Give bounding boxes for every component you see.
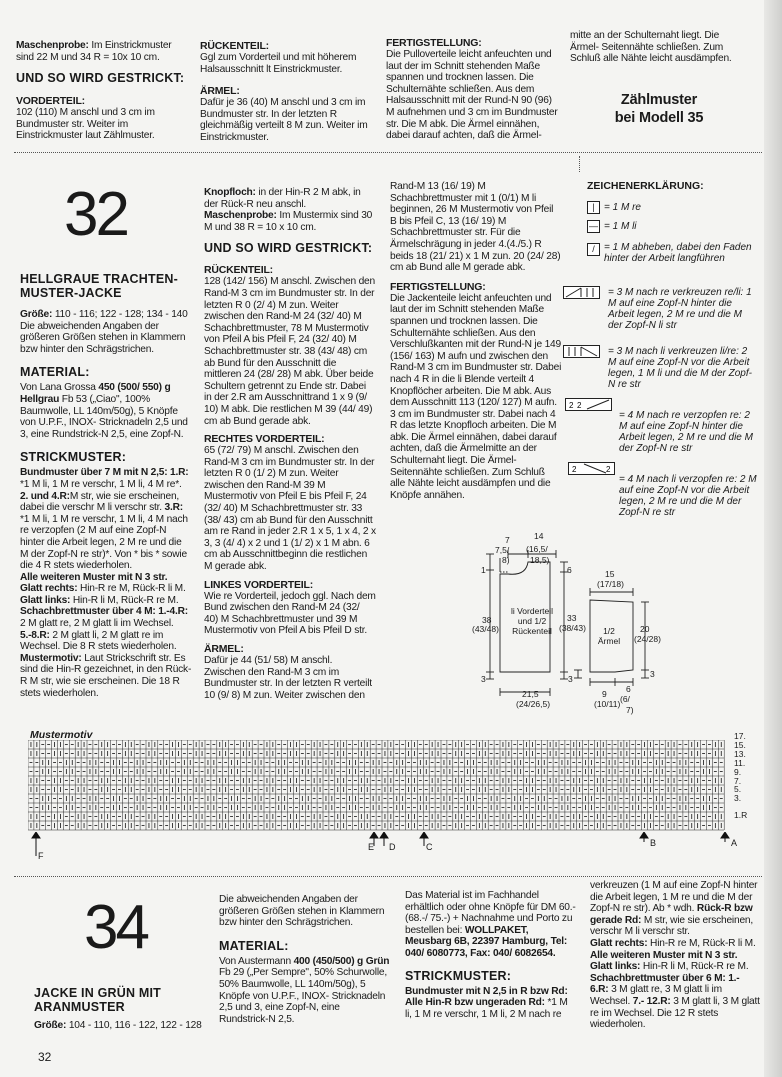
arrow-f: F	[38, 851, 44, 861]
arrow-a: A	[731, 838, 738, 848]
legend-cross-left: = 3 M nach li verkreuzen li/re: 2 M auf eine Zopf-N vor die Arbeit legen, 1 M li und die M der Zopf-N re str	[608, 346, 752, 390]
symbol-slip: /	[587, 243, 600, 256]
top-col-4-text: mitte an der Schulternaht liegt. Die Ärmel- Seitennähte schließen. Zum Schluß alle Nähte leicht ausdämpfen.	[570, 30, 732, 65]
legend-heading: ZEICHENERKLÄRUNG:	[587, 180, 704, 192]
m32-title-1: HELLGRAUE TRACHTEN-	[20, 272, 178, 286]
groesse-values: 110 - 116; 122 - 128; 134 - 140	[52, 309, 188, 320]
top-col-1	[16, 40, 188, 142]
top-col-2	[200, 40, 372, 144]
dim-1011: (10/11)	[594, 699, 621, 709]
knitting-chart-grid	[28, 740, 725, 831]
glatt-links-text: Hin-R li M, Rück-R re M.	[70, 594, 179, 606]
m34-groesse-text: Die abweichenden Angaben der größeren Größen stehen in Klammern bzw hinter den Schrägstrichen.	[219, 894, 385, 929]
dim-1718: (17/18)	[597, 579, 624, 589]
m34-col-3	[405, 890, 577, 1020]
zaehlmuster-line-1: Zählmuster	[620, 91, 698, 108]
m32-und-so-heading: UND SO WIRD GESTRICKT:	[204, 241, 373, 256]
m34-title-2: ARANMUSTER	[34, 1000, 125, 1014]
material-heading: MATERIAL:	[20, 365, 90, 380]
fertigstellung-text: Die Pulloverteile leicht anfeuchten und laut der im Schnitt stehenden Maße spannen und trocknen lassen. Die Schulternähte schließen. Aus dem Halsausschnitt mit der Rund-N 90 (96) M aufnehmen und 3 cm im Bundmuster str. Die M abk. Die Ärmel einnähen, dabei darauf achten, daß die Ärmel-	[386, 49, 558, 142]
svg-text:2: 2	[569, 401, 574, 410]
aermel-heading: ÄRMEL:	[200, 85, 240, 98]
label-aermel: 1/2 Ärmel	[597, 626, 621, 646]
m32-maschenprobe-label: Maschenprobe:	[204, 210, 277, 222]
m34-c4-text-2: M str, wie sie erscheinen, verschr M li verschr str.	[590, 914, 754, 938]
knitting-chart	[28, 740, 725, 836]
m32-rueckenteil-heading: RÜCKENTEIL:	[204, 264, 273, 277]
model-number-32: 32	[64, 180, 127, 249]
zaehlmuster-line-2: bei Modell 35	[614, 109, 704, 126]
m32-rueckenteil-text: 128 (142/ 156) M anschl. Zwischen den Rand-M 3 cm im Bundmuster str. In der letzten R 0 (2/ 4) M zun. Weiter zwischen den Rand-M 24 (32/ 40) M Schachbrettmuster, 78 M Mustermotiv von Pfeil A bis Pfeil F, 24 (32/ 40) M Schachbrettmuster str. 38 (43/ 48) cm ab Bund für den Ausschnitt die mittleren 24 (28/ 28) M abk. Über beide Schultern getrennt zu Ende str. Dabei in der 2.R am Ausschnittrand 1 x 9 (9/ 10) M abk. Die restlichen M 39 (44/ 49) cm ab Bund gerade abk.	[204, 276, 375, 427]
m34-alle-weiteren: Alle weiteren Muster mit N 3 str.	[590, 949, 738, 961]
divider-vertical	[579, 156, 581, 172]
glatt-rechts-text: Hin-R re M, Rück-R li M.	[77, 583, 186, 595]
m32-fertig-heading: FERTIGSTELLUNG:	[390, 280, 486, 293]
dim-14: 14	[534, 531, 544, 541]
label-vorderteil: li Vorderteil und 1/2 Rückenteil	[510, 606, 554, 636]
m32-aermel-cont: Rand-M 13 (16/ 19) M Schachbrettmuster mit 1 (0/1) M li beginnen, 26 M Mustermotiv von Pfeil B bis Pfeil C, 13 (16/ 19) M Schachbrettmuster str. Für die Ärmelschrägung in jeder 4.(4./5.) R beids 18 (21/ 21) x 1 M zun. 20 (24/ 28) cm ab Bund alle M gerade abk.	[390, 181, 561, 274]
legend-purl: = 1 M li	[604, 221, 637, 232]
rechtes-vorderteil-heading: RECHTES VORDERTEIL:	[204, 433, 325, 446]
m34-groesse-label: Größe:	[34, 1020, 67, 1031]
alle-weiteren-muster: Alle weiteren Muster mit N 3 str.	[20, 571, 168, 583]
dim-7b: 7)	[626, 705, 634, 715]
bundmuster-label: Bundmuster über 7 M mit N 2,5: 1.R:	[20, 467, 189, 479]
m34-schach-label: Schachbrettmuster über 6 M: 1.- 6.R:	[590, 972, 740, 996]
symbol-cable-left-icon	[568, 462, 618, 478]
m34-order-address: WOLLPAKET, Meusbarg 6B, 22397 Hamburg, Tel: 040/ 6080773, Fax: 040/ 6082654.	[405, 924, 568, 959]
divider	[14, 152, 762, 153]
m32-col-3	[390, 181, 562, 501]
knopfloch-text: in der Hin-R 2 M abk, in der Rück-R neu anschl.	[204, 187, 361, 210]
m34-c4-text-1: verkreuzen (1 M auf eine Zopf-N hinter die Arbeit legen, 1 M re und die M der Zopf-N re str). Ab * wdh.	[590, 880, 758, 915]
schachbrett-label-2: 5.-8.R:	[20, 629, 50, 641]
dim-6b: 6	[626, 684, 631, 694]
vorderteil-text: 102 (110) M anschl und 3 cm im Bundmuster str. Weiter im Einstrickmuster laut Zählmuster.	[16, 107, 155, 142]
strickmuster-heading: STRICKMUSTER:	[20, 450, 127, 465]
m34-glatt-links-label: Glatt links:	[590, 961, 641, 973]
mustermotiv-text: Laut Strickschrift str. Es sind die Hin-R gezeichnet, in den Rück-R M str, wie sie erscheinen. Die 18 R stets wiederholen.	[20, 652, 192, 699]
dim-3b: 3	[568, 674, 573, 684]
m34-bund-label: Bundmuster mit N 2,5 in R bzw Rd: Alle Hin-R bzw ungeraden Rd:	[405, 985, 568, 1009]
m32-aermel-heading: ÄRMEL:	[204, 643, 244, 655]
dim-215: 21,5	[522, 689, 539, 699]
m34-groesse-values: 104 - 110, 116 - 122, 122 - 128	[66, 1020, 202, 1031]
groesse-text: Die abweichenden Angaben der größeren Größen stehen in Klammern bzw hinter den Schrägstrichen.	[20, 320, 186, 355]
row-label: 9.	[734, 766, 742, 777]
row-label: 1.R	[734, 810, 748, 821]
dim-2426: (24/26,5)	[516, 699, 551, 709]
chart-title: Mustermotiv	[30, 729, 93, 741]
dim-15: 15	[605, 569, 615, 579]
chart-arrows	[28, 832, 748, 864]
dim-3: 3	[481, 674, 486, 684]
rueckenteil-heading: RÜCKENTEIL:	[200, 40, 269, 52]
glatt-rechts-label: Glatt rechts:	[20, 583, 78, 595]
top-col-4	[570, 30, 748, 127]
dim-67: (6/	[620, 694, 630, 704]
m32-aermel-text: Dafür je 44 (51/ 58) M anschl. Zwischen den Rand-M 3 cm im Bundmuster str. In der letzten R verteilt 10 (9/ 8) M zun. Weiter zwischen den	[204, 655, 372, 701]
top-col-3	[386, 37, 558, 142]
dim-185: 18,5)	[530, 555, 550, 565]
bundmuster-label-2: 2. und 4.R:	[20, 490, 70, 502]
m34-schach-text-2: 3 M glatt li, 3 M glatt re im Wechsel. Die 12 R stets wiederholen.	[590, 995, 760, 1031]
symbol-cross-left-icon	[563, 345, 603, 359]
bundmuster-row3: *1 M li, 1 M re verschr, 1 M li, 4 M nach re verzopfen (2 M auf eine Zopf-N hinter die Arbeit legen, 2 M re und die M der Zopf-N re str)*. Von * bis * sowie die 4 R stets wiederholen.	[20, 513, 188, 572]
dim-3c: 3	[650, 669, 655, 679]
dim-8: 8)	[502, 555, 510, 565]
m34-col-4	[590, 880, 760, 1031]
dim-3843: (38/43)	[559, 623, 586, 633]
bundmuster-row2: M str, wie sie erscheinen, dabei die verschr M li verschr str.	[20, 490, 180, 514]
m34-col-1	[34, 986, 214, 1032]
legend-knit: = 1 M re	[604, 202, 641, 213]
schachbrett-text-2: 2 M glatt li, 2 M glatt re im Wechsel. Die 8 R stets wiederholen.	[20, 629, 177, 653]
row-label: 15.	[734, 739, 746, 750]
bundmuster-row1: *1 M li, 1 M re verschr, 1 M li, 4 M re*.	[20, 478, 182, 490]
dim-2428: (24/28)	[634, 634, 661, 644]
dim-38: 38	[482, 615, 492, 625]
arrow-d: D	[389, 842, 396, 852]
page-gutter-shadow	[764, 0, 782, 1077]
legend-slip: = 1 M abheben, dabei den Faden hinter der Arbeit langführen	[604, 242, 752, 264]
m34-order-text: Das Material ist im Fachhandel erhältlich oder ohne Knöpfe für DM 60.- (68.-/ 75.-) + Nachnahme und Porto zu bestellen bei:	[405, 890, 576, 936]
glatt-links-label: Glatt links:	[20, 594, 71, 606]
row-label: 5.	[734, 784, 742, 795]
legend-cable-right: = 4 M nach re verzopfen re: 2 M auf eine Zopf-N hinter die Arbeit legen, 2 M re und die M der Zopf-N re str	[619, 410, 753, 454]
arrow-b: B	[650, 838, 657, 848]
m34-c4-label-1: Rück-R bzw gerade Rd:	[590, 903, 753, 926]
material-yarn: 450 (500/ 550) g Hellgrau	[20, 382, 171, 405]
bundmuster-label-3: 3.R:	[164, 502, 183, 514]
section-heading: UND SO WIRD GESTRICKT:	[16, 71, 185, 86]
dim-75: 7,5/	[495, 545, 510, 555]
m34-material-yarn: 400 (450/500) g Grün	[293, 955, 390, 967]
m34-schach-text: 3 M glatt re, 3 M glatt li im Wechsel.	[590, 984, 722, 1007]
symbol-knit: |	[587, 201, 600, 214]
m32-title-2: MUSTER-JACKE	[20, 286, 122, 300]
m32-fertig-text: Die Jackenteile leicht anfeuchten und laut der im Schnitt stehenden Maße spannen und trocknen lassen. Die Schulternähte schließen. Aus den Verschlußkanten mit der Rund-N je 149 (156/ 163) M aufn und zwischen den Rand-M 3 cm im Bundmuster str. Dabei nach 4 R in die li Blende verteilt 4 Knopflöcher arbeiten. Die M abk. Aus dem Ausschnitt 113 (120/ 127) M aufn. 3 cm im Bundmuster str. Dabei nach 4 R das letzte Knopfloch arbeiten. Die M abk. Die Ärmel einnähen, dabei darauf achten, daß die Ärmelmitte an der Schulternaht liegt. Die Ärmel- Seitennähte schließen. Zum Schluß alle Nähte leicht ausdämpfen und die Knöpfe annähen.	[390, 292, 562, 501]
dim-33: 33	[567, 613, 577, 623]
dim-7: 7	[505, 535, 510, 545]
schachbrett-text: 2 M glatt re, 2 M glatt li im Wechsel.	[20, 618, 174, 630]
m32-col-2	[204, 187, 376, 701]
m34-schach-label-2: 7.- 12.R:	[632, 995, 671, 1007]
m34-glatt-links-text: Hin-R li M, Rück-R re M.	[640, 961, 749, 973]
m34-strickmuster-heading: STRICKMUSTER:	[405, 968, 512, 983]
symbol-purl: —	[589, 221, 598, 231]
arrow-e: E	[368, 842, 375, 852]
m34-glatt-rechts-label: Glatt rechts:	[590, 937, 648, 949]
m34-material-heading: MATERIAL:	[219, 938, 289, 953]
linkes-vorderteil-text: Wie re Vorderteil, jedoch ggl. Nach dem Bund zwischen den Rand-M 24 (32/ 40) M Schachbrettmuster und 39 M Mustermotiv von Pfeil A bis Pfeil D str.	[204, 590, 376, 637]
svg-text:2: 2	[577, 401, 582, 410]
rueckenteil-text: Ggl zum Vorderteil und mit höherem Halsausschnitt lt Einstrickmuster.	[200, 52, 357, 75]
m34-bund-text: *1 M li, 1 M re verschr, 1 M li, 2 M nach re	[405, 997, 568, 1020]
row-label: 3.	[734, 793, 742, 804]
fertigstellung-heading: FERTIGSTELLUNG:	[386, 37, 482, 49]
dim-1: 1	[481, 565, 486, 575]
dim-4348: (43/48)	[472, 624, 499, 634]
material-text-2: Fb 53 („Ciao", 100% Baumwolle, LL 140m/50g), 5 Knöpfe von U.P.F., INOX- Stricknadeln 2,5 und 3, eine Rundstrick-N 2,5, eine Zopf-N.	[20, 393, 188, 440]
symbol-cable-right-icon	[565, 398, 615, 412]
arrow-c: C	[426, 842, 433, 852]
dim-165: (16,5/	[526, 544, 548, 554]
zaehlmuster-title	[570, 91, 748, 127]
maschenprobe-text: Im Einstrickmuster sind 22 M und 34 R = 10x 10 cm.	[16, 40, 172, 63]
row-label: 13.	[734, 748, 746, 759]
m34-material-2: Fb 29 („Per Sempre", 50% Schurwolle, 50% Baumwolle, LL 140m/50g), 5 Knöpfe von U.P.F., INOX- Stricknadeln 2,5 und 3, eine Zopf-N, eine Rundstrick-N 2,5.	[219, 967, 387, 1025]
symbol-cross-right-icon	[563, 286, 603, 300]
page-number: 32	[38, 1050, 52, 1064]
m34-col-2	[219, 894, 391, 1025]
row-label: 17.	[734, 731, 746, 741]
m34-title-1: JACKE IN GRÜN MIT	[34, 986, 162, 1000]
svg-text:2: 2	[572, 465, 577, 474]
m34-glatt-rechts-text: Hin-R re M, Rück-R li M.	[647, 937, 756, 949]
linkes-vorderteil-heading: LINKES VORDERTEIL:	[204, 578, 313, 591]
knopfloch-label: Knopfloch:	[204, 187, 256, 198]
row-numbers	[734, 732, 747, 820]
row-label: 7.	[734, 775, 742, 786]
dim-6: 6	[567, 565, 572, 575]
maschenprobe-label: Maschenprobe:	[16, 40, 89, 51]
legend-cross-right: = 3 M nach re verkreuzen re/li: 1 M auf eine Zopf-N hinter die Arbeit legen, 2 M re und die M der Zopf-N li str	[608, 287, 752, 331]
m32-col-1	[20, 272, 192, 699]
material-text-1: Von Lana Grossa	[20, 382, 99, 394]
row-label: 11.	[734, 757, 746, 768]
svg-text:2: 2	[606, 465, 611, 474]
aermel-text: Dafür je 36 (40) M anschl und 3 cm im Bundmuster str. In der letzten R gleichmäßig verteilt 8 M zun. Weiter im Einstrickmuster.	[200, 97, 368, 143]
mustermotiv-label: Mustermotiv:	[20, 652, 82, 664]
rechtes-vorderteil-text: 65 (72/ 79) M anschl. Zwischen den Rand-M 3 cm im Bundmuster str. In der letzten R 0 (1/ 2) M zun. Weiter zwischen den Rand-M 39 M Mustermotiv von Pfeil E bis Pfeil F, 24 (32/ 40) M Schachbrettmuster str. 33 (38/ 43) cm ab Bund für den Ausschnitt am re Rand in jeder 2.R 1 x 5, 1 x 4, 2 x 3, 3 (4/ 4) x 2 und 1 (1/ 2) x 1 M abn. 6 cm ab Ausschnittbeginn die restlichen M gerade abk.	[204, 445, 376, 573]
m32-maschenprobe-text: Im Mustermix sind 30 M und 38 R = 10 x 10 cm.	[204, 210, 373, 233]
dim-20: 20	[640, 624, 650, 634]
dim-9: 9	[602, 689, 607, 699]
schachbrett-label: Schachbrettmuster über 4 M: 1.-4.R:	[20, 606, 188, 618]
m34-material-1: Von Austermann	[219, 955, 294, 967]
divider-2	[14, 876, 762, 877]
groesse-label: Größe:	[20, 309, 53, 320]
legend-cable-left: = 4 M nach li verzopfen re: 2 M auf eine Zopf-N vor die Arbeit legen, 2 M re und die M der Zopf-N re str	[619, 474, 757, 518]
vorderteil-heading: VORDERTEIL:	[16, 95, 85, 108]
model-number-34: 34	[84, 893, 147, 962]
